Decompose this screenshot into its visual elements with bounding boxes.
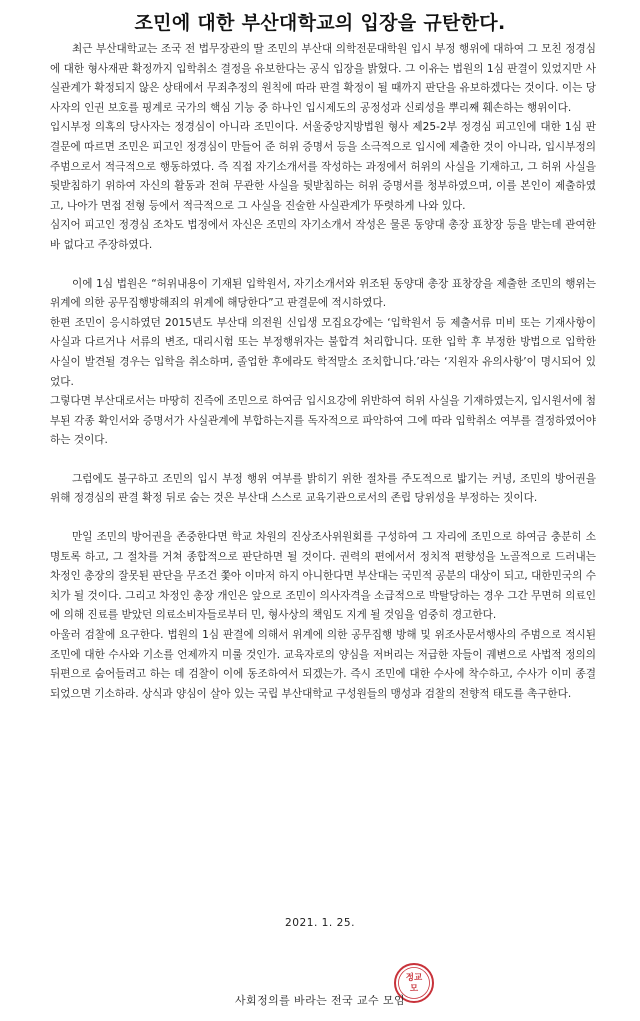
signature-organization: 사회정의를 바라는 전국 교수 모임	[235, 994, 405, 1007]
paragraph: 이에 1심 법원은 “허위내용이 기재된 입학원서, 자기소개서와 위조된 동양대 총장 표창장을 제출한 조민의 행위는 위계에 의한 공무집행방해죄의 위계에 해당한다”고 판결문에 적시하였다.	[50, 277, 596, 310]
svg-text:모: 모	[409, 984, 419, 994]
paragraph: 그렇다면 부산대로서는 마땅히 진즉에 조민으로 하여금 입시요강에 위반하여 허위 사실을 기재하였는지, 입시원서에 첨부된 각종 확인서와 증명서가 사실관계에 부합하는지를 독자적으로 파악하여 그에 따라 입학취소 여부를 결정하였어야 하는 것이다.	[50, 395, 596, 447]
paragraph: 한편 조민이 응시하였던 2015년도 부산대 의전원 신입생 모집요강에는 ‘입학원서 등 제출서류 미비 또는 기재사항이 사실과 다르거나 서류의 변조, 대리시험 또는 부정행위자는 불합격 처리합니다. 또한 입학 후 부정한 방법으로 입학한 사실이 발견될 경우는 입학을 취소하며, 졸업한 후에라도 학적말소 조치합니다.’라는 ‘지원자 유의사항’이 명시되어 있었다.	[50, 316, 596, 388]
document-body	[50, 40, 596, 704]
document-date: 2021. 1. 25.	[284, 917, 356, 929]
document-title: 조민에 대한 부산대학교의 입장을 규탄한다.	[134, 12, 506, 34]
paragraph: 심지어 피고인 정경심 조차도 법정에서 자신은 조민의 자기소개서 작성은 물론 동양대 총장 표창장 등을 받는데 관여한 바 없다고 주장하였다.	[50, 219, 596, 251]
paragraph: 입시부정 의혹의 당사자는 정경심이 아니라 조민이다. 서울중앙지방법원 형사 제25-2부 정경심 피고인에 대한 1심 판결문에 따르면 조민은 피고인 정경심이 만들어 준 허위 증명서 등을 소극적으로 입시에 제출한 것이 아니라, 입시부정의 주범으로서 적극적으로 행동하였다. 즉 직접 자기소개서를 작성하는 과정에서 허위의 사실을 기재하고, 그 허위 사실을 뒷받침하기 위하여 자신의 활동과 전혀 무관한 사실을 뒷받침하는 허위 증명서를 청부하였으며, 이를 본인이 제출하였고, 나아가 면접 전형 등에서 적극적으로 그 사실을 진술한 사실관계가 뚜렷하게 나와 있다.	[50, 121, 596, 212]
paragraph: 아울러 검찰에 요구한다. 법원의 1심 판결에 의해서 위계에 의한 공무집행 방해 및 위조사문서행사의 주범으로 적시된 조민에 대한 수사와 기소를 언제까지 미룰 것인가. 교육자로의 양심을 저버리는 저급한 자들이 궤변으로 사법적 정의의 뒤편으로 숨어들려고 하는 데 검찰이 이에 동조하여서 되겠는가. 즉시 조민에 대한 수사에 착수하고, 수사가 이미 종결되었으면 기소하라. 상식과 양심이 살아 있는 국립 부산대학교 구성원들의 맹성과 검찰의 전향적 태도를 촉구한다.	[50, 629, 596, 700]
paragraph: 최근 부산대학교는 조국 전 법무장관의 딸 조민의 부산대 의학전문대학원 입시 부정 행위에 대하여 그 모친 정경심에 대한 형사재판 확정까지 입학취소 결정을 유보한다는 공식 입장을 밝혔다. 그 이유는 법원의 1심 판결이 있었지만 사실관계가 확정되지 않은 상태에서 무죄추정의 원칙에 따라 판결 확정이 될 때까지 판단을 유보하겠다는 것이다. 이는 당사자의 인권 보호를 핑계로 국가의 핵심 기능 중 하나인 입시제도의 공정성과 신뢰성을 뿌리째 훼손하는 행위이다.	[50, 43, 596, 114]
paragraph: 그럼에도 불구하고 조민의 입시 부정 행위 여부를 밝히기 위한 절차를 주도적으로 밟기는 커녕, 조민의 방어권을 위해 정경심의 판결 확정 뒤로 숨는 것은 부산대 스스로 교육기관으로서의 존립 당위성을 부정하는 짓이다.	[50, 472, 596, 505]
svg-text:정교: 정교	[405, 973, 423, 983]
paragraph: 만일 조민의 방어권을 존중한다면 학교 차원의 진상조사위원회를 구성하여 그 자리에 조민으로 하여금 충분히 소명토록 하고, 그 절차를 거쳐 종합적으로 판단하면 될 것이다. 권력의 편에서서 정치적 편향성을 노골적으로 드러내는 차정인 총장의 잘못된 판단을 무조건 쫓아 이마저 하지 아니한다면 부산대는 국민적 공분의 대상이 되고, 대한민국의 수치가 될 것이다. 그리고 차정인 총장 개인은 앞으로 조민이 의사자격을 소급적으로 박탈당하는 경우 그간 무면허 의료인에 의해 진료를 받았던 의료소비자들로부터 민, 형사상의 책임도 지게 될 것임을 엄중히 경고한다.	[50, 531, 596, 622]
